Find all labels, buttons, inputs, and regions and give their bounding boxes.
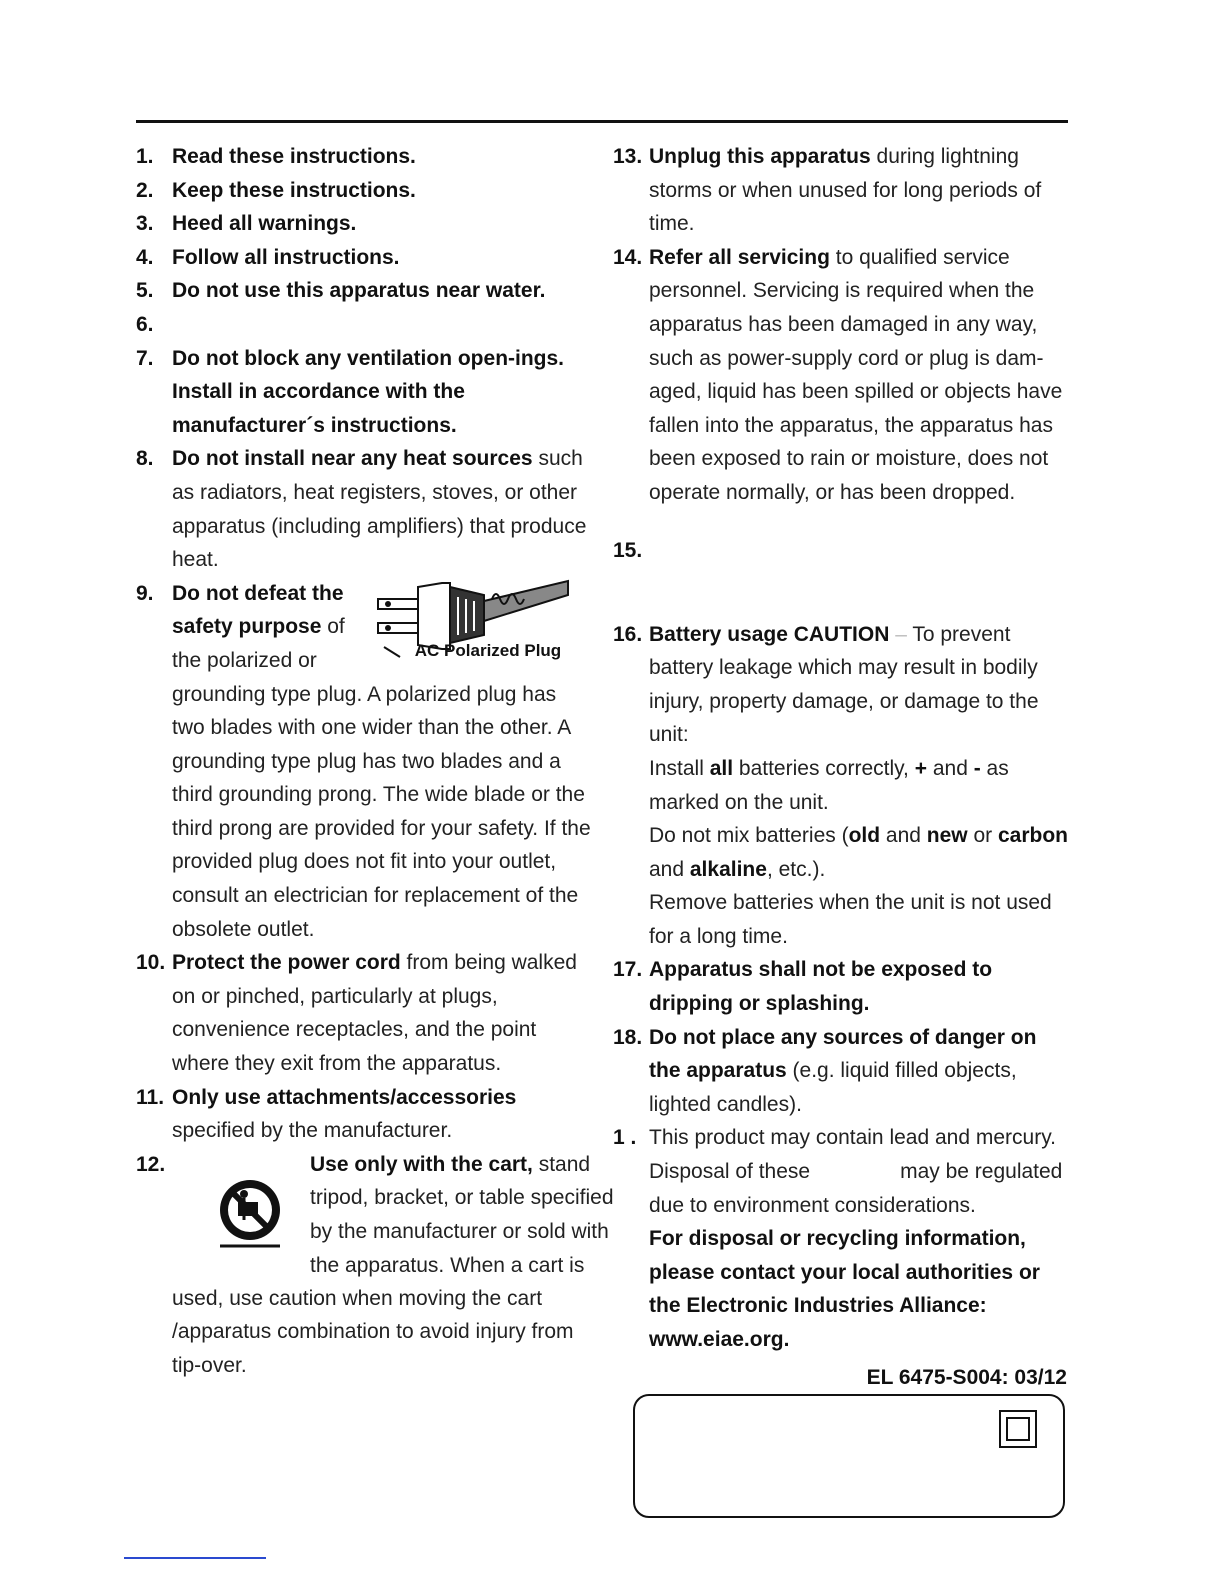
text: as marked on the unit.	[649, 756, 1009, 814]
item-number: 2.	[136, 178, 154, 202]
item-text-continued: grounding type plug. A polarized plug has two blades with one wider than the other. A grounding type plug has two blades and a third grounding prong. The wide blade or the third prong are provided for your safety. If the provided plug does not fit into your outlet, consult an electrician for replacement of the obsolete outlet.	[172, 682, 591, 941]
list-item	[136, 442, 591, 576]
battery-line-2	[649, 819, 1071, 886]
item-number: 17.	[613, 958, 643, 982]
item-heading: Protect the power cord	[172, 951, 401, 975]
right-column	[613, 140, 1071, 1394]
cart-block	[172, 1148, 614, 1282]
battery-line-3: Remove batteries when the unit is not used for a long time.	[649, 891, 1052, 948]
emphasis: carbon	[997, 824, 1068, 848]
plus-sign: +	[914, 756, 927, 780]
text: batteries correctly,	[733, 756, 915, 780]
checkbox-square	[999, 1410, 1037, 1448]
text: , etc.).	[766, 857, 826, 881]
list-item	[136, 308, 591, 342]
list-item	[136, 274, 591, 308]
item-text: specified by the manufacturer.	[172, 1119, 453, 1143]
text: and	[927, 756, 974, 780]
item-lead	[172, 577, 362, 678]
list-item	[613, 140, 1071, 241]
emphasis: all	[709, 756, 734, 780]
list-item	[613, 953, 1071, 1020]
item-text: This product may contain lead and mercury. Disposal of these	[649, 1126, 1056, 1184]
battery-line-1	[649, 752, 1071, 819]
item-heading: Keep these instructions.	[172, 178, 416, 202]
item-number: 15.	[613, 538, 643, 562]
item-text: (e.g. liquid filled objects, lighted candles).	[649, 1059, 1017, 1116]
item-number: 4.	[136, 245, 154, 269]
item-number: 10.	[136, 951, 166, 975]
item-text: from being walked on or pinched, particularly at plugs, convenience receptacles, and the point where they exit from the apparatus.	[172, 951, 577, 1076]
list-item	[613, 1021, 1071, 1122]
item-number: 12.	[136, 1152, 166, 1176]
disposal-info: For disposal or recycling information, please contact your local authorities or the Electronic Industries Alliance: www.eiae.org.	[649, 1227, 1040, 1351]
item-heading: Do not use this apparatus near water.	[172, 279, 546, 303]
emphasis: old	[848, 824, 881, 848]
list-item	[136, 140, 591, 174]
item-text: To prevent battery leakage which may result in bodily injury, property damage, or damage to the unit:	[649, 622, 1039, 747]
dash: –	[889, 622, 913, 646]
cart-text	[310, 1148, 630, 1282]
polarized-plug-icon	[372, 577, 572, 697]
item-heading: Apparatus shall not be exposed to dripping or splashing.	[649, 958, 993, 1016]
item-heading: Refer all servicing	[649, 245, 830, 269]
list-item	[136, 174, 591, 208]
item-heading: Do not block any ventilation open-ings. Install in accordance with the manufacturer´s instructions.	[172, 346, 565, 437]
text: Install	[649, 756, 710, 780]
item-text: to qualified service personnel. Servicing is required when the apparatus has been damaged in any way, such as power-supply cord or plug is dam-aged, liquid has been spilled or objects have fallen into the apparatus, the apparatus has been exposed to rain or moisture, does not operate normally, or has been dropped.	[649, 245, 1063, 504]
item-number: 14.	[613, 245, 643, 269]
list-item	[136, 207, 591, 241]
item-number: 5.	[136, 279, 154, 303]
item-heading: Only use attachments/accessories	[172, 1085, 517, 1109]
document-code: EL 6475-S004: 03/12	[866, 1365, 1067, 1389]
item-text: during lightning storms or when unused for long periods of time.	[649, 145, 1042, 236]
text: Do not mix batteries (	[649, 824, 849, 848]
item-heading: Heed all warnings.	[172, 212, 357, 236]
list-item	[136, 946, 591, 1080]
item-number: 8.	[136, 447, 154, 471]
text: and	[649, 857, 690, 881]
emphasis: new	[926, 824, 968, 848]
list-item	[136, 577, 591, 947]
list-item	[136, 1148, 614, 1383]
item-heading: Do not install near any heat sources	[172, 447, 533, 471]
item-heading: Battery usage CAUTION	[649, 622, 890, 646]
item-number: 9.	[136, 581, 154, 605]
minus-sign: -	[973, 756, 981, 780]
top-rule	[136, 120, 1068, 123]
list-item	[613, 241, 1071, 510]
item-text: of the polarized or	[172, 615, 345, 672]
list-item	[136, 342, 591, 443]
list-item	[613, 618, 1071, 954]
item-number: 18.	[613, 1025, 643, 1049]
cart-tip-over-warning-icon	[214, 1174, 286, 1252]
item-text: stand tripod, bracket, or table specified by the manufacturer or sold with the apparatus. When a cart is	[310, 1152, 614, 1277]
emphasis: alkaline	[689, 857, 767, 881]
item-heading: Do not defeat the safety purpose	[172, 581, 344, 639]
item-heading: Unplug this apparatus	[649, 145, 871, 168]
item-heading: Read these instructions.	[172, 145, 416, 168]
left-column	[136, 140, 614, 1383]
item-heading: Do not place any sources of danger on the apparatus	[649, 1025, 1037, 1083]
item-number: 3.	[136, 212, 154, 236]
list-item	[613, 1121, 1071, 1356]
item-number: 7.	[136, 346, 154, 370]
item-text: may be regulated due to environment considerations.	[649, 1160, 1063, 1217]
text: and	[880, 824, 927, 848]
item-number: 11.	[136, 1085, 165, 1109]
spacer	[613, 510, 1071, 534]
item-number: 13.	[613, 145, 643, 168]
list-item	[613, 534, 1071, 618]
plug-caption: AC Polarized Plug	[414, 640, 562, 660]
item-number: 16.	[613, 622, 643, 646]
item-text-continued: used, use caution when moving the cart /apparatus combination to avoid injury from tip-over.	[172, 1286, 574, 1377]
item-heading: Follow all instructions.	[172, 245, 400, 269]
item-text: such as radiators, heat registers, stoves, or other apparatus (including amplifiers) that produce heat.	[172, 447, 587, 572]
item-number: 1.	[136, 145, 154, 168]
bottom-link-line	[124, 1557, 266, 1559]
item-number: 6.	[136, 312, 154, 336]
list-item	[136, 1081, 591, 1148]
rounded-info-box	[633, 1394, 1065, 1518]
item-heading: Use only with the cart,	[310, 1152, 533, 1176]
item-number: 1 .	[613, 1126, 637, 1150]
list-item	[136, 241, 591, 275]
text: or	[967, 824, 998, 848]
